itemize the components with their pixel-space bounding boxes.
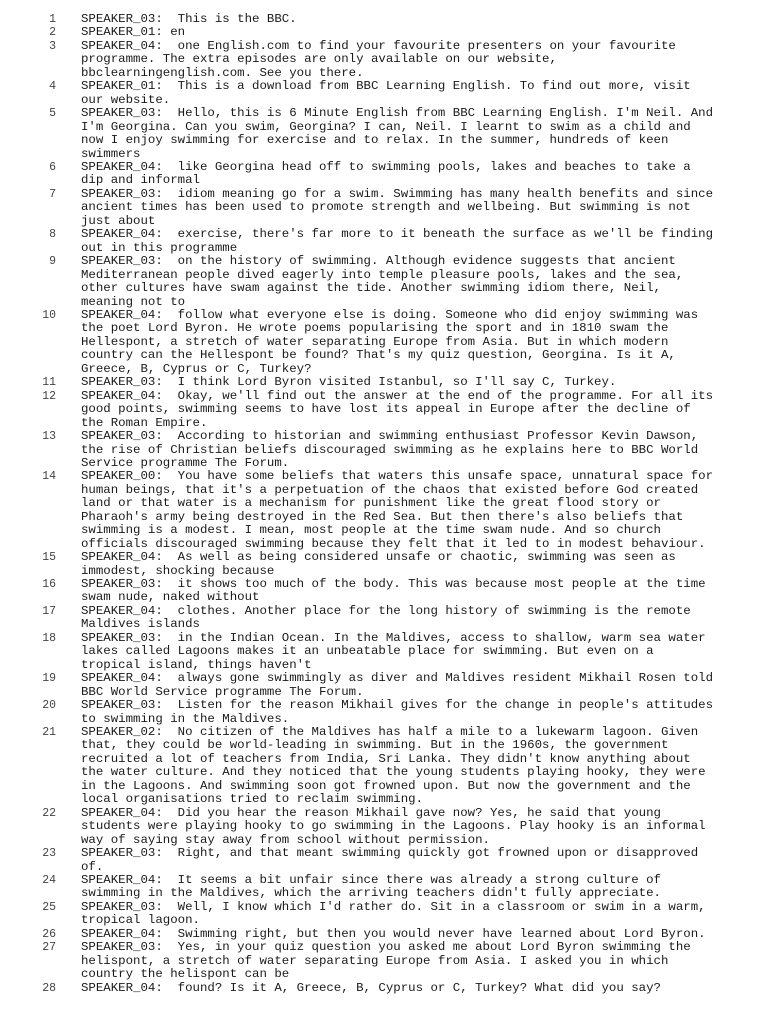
transcript-row bbox=[0, 551, 768, 578]
transcript-row bbox=[0, 874, 768, 901]
text-line: SPEAKER_01: This is a download from BBC Learning English. To find out more, visit bbox=[81, 79, 691, 94]
text-line: Maldives islands bbox=[81, 617, 200, 632]
line-number: 28 bbox=[42, 981, 56, 995]
transcript-row bbox=[0, 309, 768, 376]
text-line: lakes called Lagoons makes it an unbeatable place for swimming. But even on a bbox=[81, 644, 654, 659]
transcript-row bbox=[0, 941, 768, 981]
text-line: SPEAKER_04: As well as being considered unsafe or chaotic, swimming was seen as bbox=[81, 550, 676, 565]
text-line: BBC World Service programme The Forum. bbox=[81, 684, 364, 699]
text-line: SPEAKER_03: This is the BBC. bbox=[81, 12, 297, 26]
text-line: now I enjoy swimming for exercise and to relax. In the summer, hundreds of keen bbox=[81, 133, 669, 148]
utterance-text bbox=[81, 161, 743, 188]
text-line: country can the Hellespont be found? That's my quiz question, Georgina. Is it A, bbox=[81, 348, 676, 363]
text-line: Mediterranean people dived eagerly into temple pleasure pools, lakes and the sea, bbox=[81, 267, 684, 282]
utterance-text bbox=[81, 726, 743, 807]
line-number: 15 bbox=[42, 551, 56, 565]
line-number: 1 bbox=[49, 13, 56, 26]
utterance-text bbox=[81, 578, 743, 605]
text-line: SPEAKER_04: found? Is it A, Greece, B, Cyprus or C, Turkey? What did you say? bbox=[81, 980, 661, 995]
transcript-row bbox=[0, 928, 768, 941]
text-line: local organisations tried to reclaim swimming. bbox=[81, 792, 424, 807]
text-line: recruited a lot of teachers from India, Sri Lanka. They didn't know anything about bbox=[81, 751, 691, 766]
text-line: in the Lagoons. And swimming soon got frowned upon. But now the government and the bbox=[81, 778, 691, 793]
line-number: 12 bbox=[42, 389, 56, 403]
transcript-row bbox=[0, 161, 768, 188]
transcript-row bbox=[0, 430, 768, 470]
text-line: SPEAKER_04: Did you hear the reason Mikhail gave now? Yes, he said that young bbox=[81, 805, 661, 820]
transcript-row bbox=[0, 107, 768, 161]
transcript-row bbox=[0, 605, 768, 632]
text-line: students were playing hooky to go swimming in the Lagoons. Play hooky is an informal bbox=[81, 819, 706, 834]
text-line: out in this programme bbox=[81, 240, 238, 255]
utterance-text bbox=[81, 605, 743, 632]
utterance-text bbox=[81, 26, 743, 39]
line-number: 19 bbox=[42, 672, 56, 686]
transcript-row bbox=[0, 228, 768, 255]
line-number: 22 bbox=[42, 806, 56, 820]
text-line: good points, swimming seems to have lost its appeal in Europe after the decline of bbox=[81, 402, 691, 417]
line-number: 13 bbox=[42, 430, 56, 444]
text-line: human beings, that it's a perpetuation of the chaos that existed before God created bbox=[81, 482, 699, 497]
text-line: swam nude, naked without bbox=[81, 590, 260, 605]
transcript-row bbox=[0, 80, 768, 107]
transcript-row bbox=[0, 26, 768, 39]
utterance-text bbox=[81, 941, 743, 981]
text-line: SPEAKER_04: Okay, we'll find out the answer at the end of the programme. For all its bbox=[81, 388, 714, 403]
line-number: 18 bbox=[42, 631, 56, 645]
line-number: 11 bbox=[42, 376, 56, 390]
line-number: 7 bbox=[49, 187, 56, 201]
transcript bbox=[0, 13, 768, 995]
utterance-text bbox=[81, 40, 743, 80]
text-line: the water culture. And they noticed that the young students playing hooky, they were bbox=[81, 765, 706, 780]
text-line: country the helispont can be bbox=[81, 967, 290, 982]
text-line: SPEAKER_01: en bbox=[81, 25, 186, 40]
text-line: Pharaoh's army being destroyed in the Red Sea. But then there's also beliefs that bbox=[81, 509, 684, 524]
utterance-text bbox=[81, 107, 743, 161]
line-number: 23 bbox=[42, 847, 56, 861]
line-number: 26 bbox=[42, 927, 56, 941]
line-number: 6 bbox=[49, 160, 56, 174]
transcript-row bbox=[0, 982, 768, 995]
text-line: other cultures have swam against the tide. Another swimming idiom there, Neil, bbox=[81, 281, 661, 296]
text-line: tropical island, things haven't bbox=[81, 657, 312, 672]
utterance-text bbox=[81, 672, 743, 699]
line-number: 14 bbox=[42, 470, 56, 484]
utterance-text bbox=[81, 228, 743, 255]
text-line: Hellespont, a stretch of water separating Europe from Asia. But in which modern bbox=[81, 334, 669, 349]
line-number: 4 bbox=[49, 80, 56, 94]
transcript-row bbox=[0, 726, 768, 807]
utterance-text bbox=[81, 874, 743, 901]
text-line: officials discouraged swimming because they felt that it led to in modest behaviour. bbox=[81, 536, 706, 551]
transcript-row bbox=[0, 188, 768, 228]
text-line: bbclearningenglish.com. See you there. bbox=[81, 65, 364, 80]
line-number: 21 bbox=[42, 726, 56, 740]
text-line: our website. bbox=[81, 92, 171, 107]
text-line: just about bbox=[81, 213, 156, 228]
text-line: Service programme The Forum. bbox=[81, 455, 290, 470]
text-line: SPEAKER_04: clothes. Another place for the long history of swimming is the remote bbox=[81, 603, 691, 618]
transcript-row bbox=[0, 40, 768, 80]
line-number: 10 bbox=[42, 308, 56, 322]
text-line: swimming in the Maldives, which the arriving teachers didn't fully appreciate. bbox=[81, 886, 661, 901]
utterance-text bbox=[81, 807, 743, 847]
transcript-row bbox=[0, 470, 768, 551]
text-line: SPEAKER_04: one English.com to find your favourite presenters on your favourite bbox=[81, 38, 676, 53]
line-number: 5 bbox=[49, 107, 56, 121]
text-line: SPEAKER_00: You have some beliefs that waters this unsafe space, unnatural space for bbox=[81, 469, 714, 484]
text-line: ancient times has been used to promote strength and wellbeing. But swimming is not bbox=[81, 200, 691, 215]
text-line: programme. The extra episodes are only available on our website, bbox=[81, 52, 557, 67]
text-line: SPEAKER_04: like Georgina head off to swimming pools, lakes and beaches to take a bbox=[81, 159, 691, 174]
transcript-row bbox=[0, 376, 768, 389]
utterance-text bbox=[81, 928, 743, 941]
transcript-row bbox=[0, 699, 768, 726]
text-line: SPEAKER_03: Well, I know which I'd rather do. Sit in a classroom or swim in a warm, bbox=[81, 899, 706, 914]
line-number: 17 bbox=[42, 604, 56, 618]
text-line: SPEAKER_03: Yes, in your quiz question you asked me about Lord Byron swimming the bbox=[81, 940, 691, 955]
text-line: the poet Lord Byron. He wrote poems popularising the sport and in 1810 swam the bbox=[81, 321, 669, 336]
text-line: immodest, shocking because bbox=[81, 563, 275, 578]
text-line: of. bbox=[81, 859, 104, 874]
text-line: tropical lagoon. bbox=[81, 913, 200, 928]
text-line: that, they could be world-leading in swimming. But in the 1960s, the government bbox=[81, 738, 669, 753]
text-line: dip and informal bbox=[81, 173, 200, 188]
transcript-row bbox=[0, 901, 768, 928]
utterance-text bbox=[81, 699, 743, 726]
utterance-text bbox=[81, 390, 743, 430]
text-line: SPEAKER_03: I think Lord Byron visited Istanbul, so I'll say C, Turkey. bbox=[81, 375, 617, 390]
utterance-text bbox=[81, 470, 743, 551]
text-line: swimming is a modest. I mean, most people at the time swam nude. And so church bbox=[81, 523, 661, 538]
text-line: SPEAKER_03: on the history of swimming. Although evidence suggests that ancient bbox=[81, 254, 676, 269]
utterance-text bbox=[81, 982, 743, 995]
utterance-text bbox=[81, 847, 743, 874]
utterance-text bbox=[81, 80, 743, 107]
text-line: SPEAKER_03: it shows too much of the body. This was because most people at the time bbox=[81, 577, 706, 592]
line-number: 20 bbox=[42, 699, 56, 713]
text-line: Greece, B, Cyprus or C, Turkey? bbox=[81, 361, 312, 376]
transcript-row bbox=[0, 13, 768, 26]
line-number: 16 bbox=[42, 578, 56, 592]
transcript-row bbox=[0, 672, 768, 699]
text-line: SPEAKER_04: It seems a bit unfair since there was already a strong culture of bbox=[81, 873, 661, 887]
transcript-row bbox=[0, 847, 768, 874]
text-line: meaning not to bbox=[81, 294, 186, 309]
text-line: SPEAKER_04: exercise, there's far more to it beneath the surface as we'll be finding bbox=[81, 227, 714, 242]
utterance-text bbox=[81, 901, 743, 928]
line-number: 3 bbox=[49, 39, 56, 53]
text-line: swimmers bbox=[81, 146, 141, 161]
text-line: way of saying stay away from school without permission. bbox=[81, 832, 490, 847]
transcript-row bbox=[0, 807, 768, 847]
utterance-text bbox=[81, 430, 743, 470]
text-line: the rise of Christian beliefs discouraged swimming as he explains here to BBC World bbox=[81, 442, 699, 457]
text-line: the Roman Empire. bbox=[81, 415, 208, 430]
text-line: to swimming in the Maldives. bbox=[81, 711, 290, 726]
utterance-text bbox=[81, 376, 743, 389]
text-line: I'm Georgina. Can you swim, Georgina? I can, Neil. I learnt to swim as a child and bbox=[81, 119, 691, 134]
text-line: SPEAKER_02: No citizen of the Maldives has half a mile to a lukewarm lagoon. Given bbox=[81, 725, 699, 740]
utterance-text bbox=[81, 255, 743, 309]
text-line: SPEAKER_03: Right, and that meant swimming quickly got frowned upon or disapproved bbox=[81, 846, 699, 861]
text-line: SPEAKER_03: in the Indian Ocean. In the Maldives, access to shallow, warm sea water bbox=[81, 630, 706, 645]
text-line: helispont, a stretch of water separating Europe from Asia. I asked you in which bbox=[81, 953, 669, 968]
transcript-row bbox=[0, 390, 768, 430]
utterance-text bbox=[81, 309, 743, 376]
text-line: SPEAKER_04: always gone swimmingly as diver and Maldives resident Mikhail Rosen told bbox=[81, 671, 714, 686]
text-line: SPEAKER_03: According to historian and swimming enthusiast Professor Kevin Dawson, bbox=[81, 429, 699, 444]
text-line: SPEAKER_03: idiom meaning go for a swim. Swimming has many health benefits and since bbox=[81, 186, 714, 201]
line-number: 27 bbox=[42, 941, 56, 955]
text-line: SPEAKER_03: Hello, this is 6 Minute English from BBC Learning English. I'm Neil. And bbox=[81, 106, 714, 121]
text-line: land or that water is a mechanism for punishment like the great flood story or bbox=[81, 496, 661, 511]
line-number: 8 bbox=[49, 228, 56, 242]
text-line: SPEAKER_04: follow what everyone else is doing. Someone who did enjoy swimming was bbox=[81, 307, 699, 322]
transcript-row bbox=[0, 255, 768, 309]
text-line: SPEAKER_04: Swimming right, but then you would never have learned about Lord Byron. bbox=[81, 926, 706, 941]
utterance-text bbox=[81, 188, 743, 228]
text-line: SPEAKER_03: Listen for the reason Mikhail gives for the change in people's attitudes bbox=[81, 698, 714, 713]
utterance-text bbox=[81, 13, 743, 26]
utterance-text bbox=[81, 632, 743, 672]
transcript-row bbox=[0, 578, 768, 605]
utterance-text bbox=[81, 551, 743, 578]
line-number: 9 bbox=[49, 255, 56, 269]
line-number: 24 bbox=[42, 874, 56, 887]
line-number: 25 bbox=[42, 900, 56, 914]
line-number: 2 bbox=[49, 26, 56, 40]
transcript-row bbox=[0, 632, 768, 672]
